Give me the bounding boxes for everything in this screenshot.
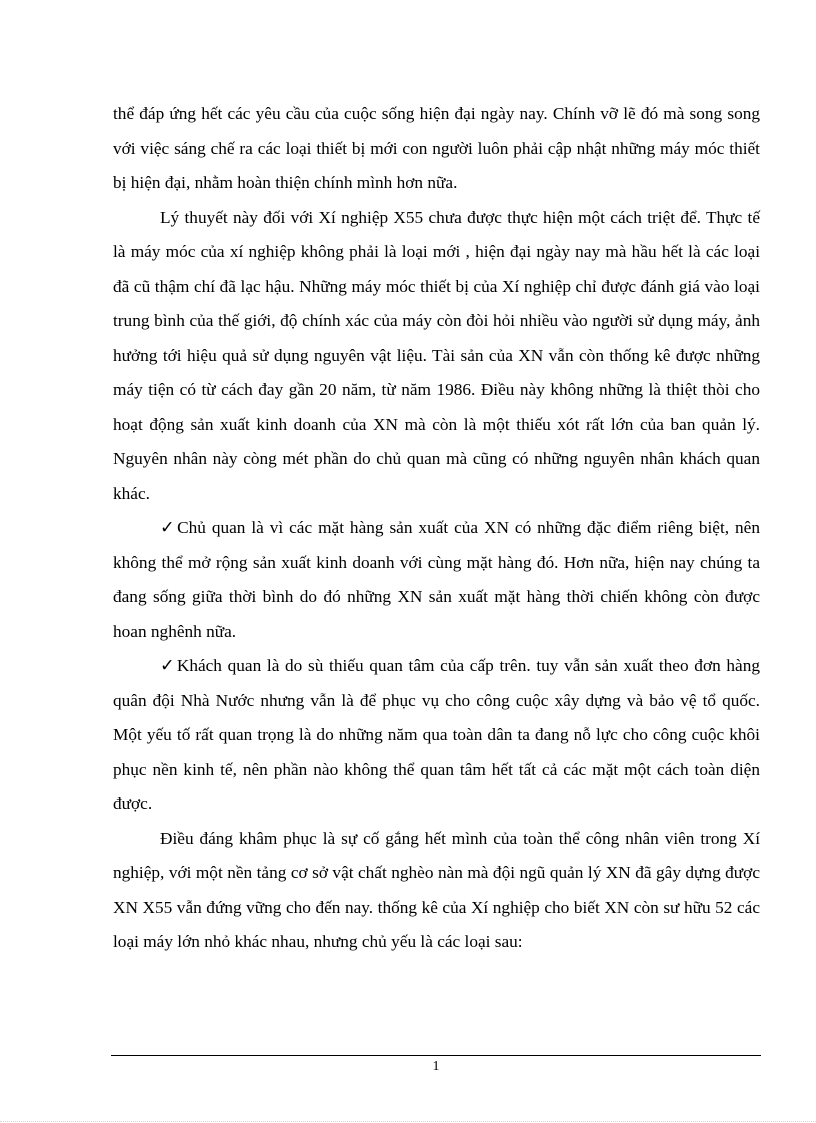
paragraph-4-text: Khách quan là do sù thiếu quan tâm của cấp trên. tuy vẫn sản xuất theo đơn hàng quân đội Nhà Nước nhưng vẫn là để phục vụ cho công cuộc xây dựng và bảo vệ tổ quốc. Một yếu tố rất quan trọng là do những năm qua toàn dân ta đang nỗ lực cho công cuộc khôi phục nền kinh tế, nên phần nào không thể quan tâm hết tất cả các mặt một cách toàn diện được. xyxy=(113,656,760,813)
checkmark-icon: ✓ xyxy=(160,518,177,537)
page-bottom-border xyxy=(0,1121,816,1122)
paragraph-3 xyxy=(113,511,760,649)
paragraph-4 xyxy=(113,649,760,822)
paragraph-2 xyxy=(113,201,760,512)
footer-divider xyxy=(111,1055,761,1056)
paragraph-5-text: Điều đáng khâm phục là sự cố gắng hết mình của toàn thể công nhân viên trong Xí nghiệp, với một nền tảng cơ sở vật chất nghèo nàn mà đội ngũ quản lý XN đã gây dựng được XN X55 vẫn đứng vững cho đến nay. thống kê của Xí nghiệp cho biết XN còn sư hữu 52 các loại máy lớn nhỏ khác nhau, nhưng chủ yếu là các loại sau: xyxy=(113,828,760,951)
checkmark-icon: ✓ xyxy=(160,656,176,675)
page-number: 1 xyxy=(432,1059,440,1074)
paragraph-5 xyxy=(113,822,760,960)
paragraph-1-text: thể đáp ứng hết các yêu cầu của cuộc sống hiện đại ngày nay. Chính vỡ lẽ đó mà song song với việc sáng chế ra các loại thiết bị mới con người luôn phải cập nhật những máy móc thiết bị hiện đại, nhằm hoàn thiện chính mình hơn nữa. xyxy=(113,104,760,192)
paragraph-1 xyxy=(113,97,760,201)
document-body xyxy=(113,97,760,960)
paragraph-3-text: Chủ quan là vì các mặt hàng sản xuất của XN có những đặc điểm riêng biệt, nên không thể mở rộng sản xuất kinh doanh với cùng mặt hàng đó. Hơn nữa, hiện nay chúng ta đang sống giữa thời bình do đó những XN sản xuất mặt hàng thời chiến không còn được hoan nghênh nữa. xyxy=(113,518,760,641)
paragraph-2-text: Lý thuyết này đối với Xí nghiệp X55 chưa được thực hiện một cách triệt để. Thực tế là máy móc của xí nghiệp không phải là loại mới , hiện đại ngày nay mà hầu hết là các loại đã cũ thậm chí đã lạc hậu. Những máy móc thiết bị của Xí nghiệp chỉ được đánh giá vào loại trung bình của thế giới, độ chính xác của máy còn đòi hỏi nhiều vào người sử dụng máy, ảnh hưởng tới hiệu quả sử dụng nguyên vật liệu. Tài sản của XN vẫn còn thống kê được những máy tiện có từ cách đay gần 20 năm, từ năm 1986. Điều này không những là thiệt thòi cho hoạt động sản xuất kinh doanh của XN mà còn là một thiếu xót rất lớn của ban quản lý. Nguyên nhân này còng mét phần do chủ quan mà cũng có những nguyên nhân khách quan khác. xyxy=(113,207,760,503)
